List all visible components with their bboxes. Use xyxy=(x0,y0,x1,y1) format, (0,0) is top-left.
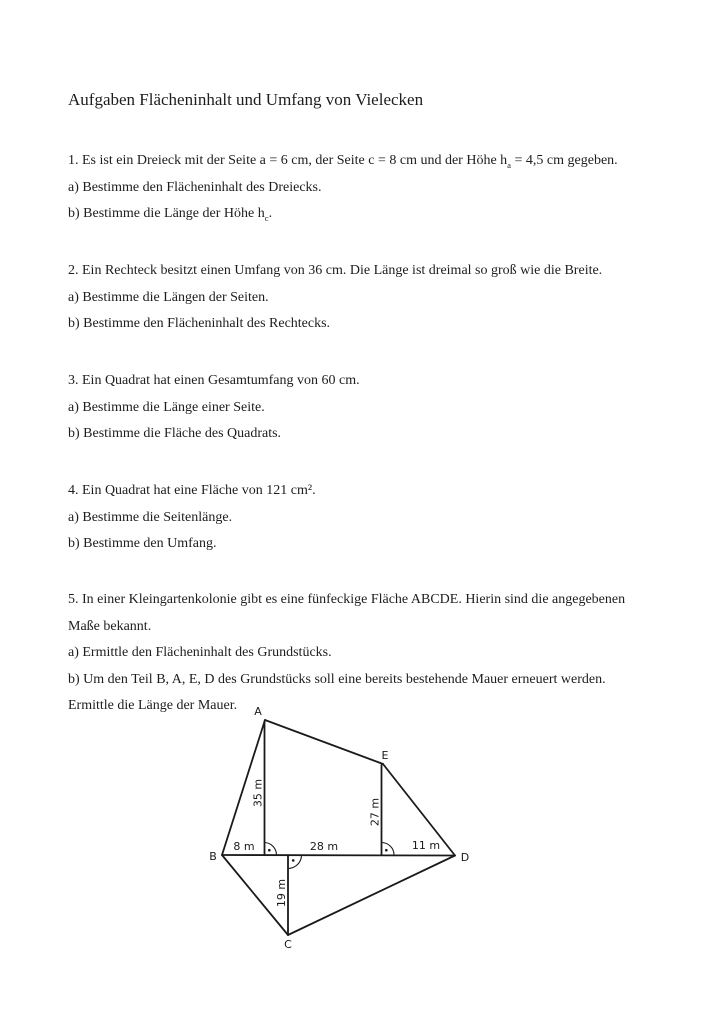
exercise-1 xyxy=(68,148,618,228)
exercise-line: Ermittle die Länge der Mauer. xyxy=(68,698,238,714)
exercise-line: b) Um den Teil B, A, E, D des Grundstücks soll eine bereits bestehende Mauer erneuert werden. xyxy=(68,671,606,687)
measure-label-height-c: 19 m xyxy=(275,878,288,908)
exercise-line: b) Bestimme den Flächeninhalt des Rechtecks. xyxy=(68,316,331,332)
exercise-line: 5. In einer Kleingartenkolonie gibt es eine fünfeckige Fläche ABCDE. Hierin sind die angegebenen xyxy=(68,592,626,607)
pentagon-figure-svg xyxy=(200,700,480,955)
edge-d-c xyxy=(288,856,455,936)
exercise-line: 4. Ein Quadrat hat eine Fläche von 121 cm². xyxy=(68,483,316,498)
measure-label-base-right: 11 m xyxy=(411,839,441,852)
exercise-line: a) Bestimme die Seitenlänge. xyxy=(68,509,233,525)
vertex-label-a: A xyxy=(254,705,262,718)
right-angle-dot-foot-c xyxy=(292,859,295,862)
measure-label-base-middle: 28 m xyxy=(309,840,339,853)
exercise-line: a) Bestimme die Länge einer Seite. xyxy=(68,399,265,415)
right-angle-arc-foot-c xyxy=(288,855,302,869)
exercise-line: 1. Es ist ein Dreieck mit der Seite a = 6 cm, der Seite c = 8 cm und der Höhe $h_a = 4,5$ cm gegeben. xyxy=(68,153,618,170)
exercise-line: Maße bekannt. xyxy=(68,618,152,634)
right-angle-arc-foot-a xyxy=(265,843,277,856)
measure-label-height-e: 27 m xyxy=(368,797,382,827)
right-angle-dot-foot-a xyxy=(268,849,271,852)
exercise-line: b) Bestimme die Fläche des Quadrats. xyxy=(68,426,282,442)
exercise-line: a) Bestimme den Flächeninhalt des Dreiecks. xyxy=(68,179,322,195)
exercise-line: b) Bestimme den Umfang. xyxy=(68,536,217,552)
exercise-2 xyxy=(68,258,602,338)
vertex-label-b: B xyxy=(209,850,217,863)
exercise-line: a) Bestimme die Längen der Seiten. xyxy=(68,289,269,305)
baseline-b-d xyxy=(222,855,455,856)
vertex-label-d: D xyxy=(460,851,470,864)
exercise-3 xyxy=(68,368,360,448)
right-angle-arc-foot-e xyxy=(382,843,395,856)
exercise-line: b) Bestimme die Länge der Höhe $h_c$. xyxy=(68,206,273,223)
page-title: Aufgaben Flächeninhalt und Umfang von Vielecken xyxy=(68,90,424,109)
exercise-line: 3. Ein Quadrat hat einen Gesamtumfang von 60 cm. xyxy=(68,373,360,388)
measure-label-base-left: 8 m xyxy=(233,840,255,853)
vertex-label-e: E xyxy=(381,749,389,762)
measure-label-height-a: 35 m xyxy=(251,778,265,808)
vertex-label-c: C xyxy=(284,938,292,951)
pentagon-figure xyxy=(200,700,480,955)
edge-a-e xyxy=(265,720,383,764)
exercise-4 xyxy=(68,478,316,558)
right-angle-dot-foot-e xyxy=(385,849,388,852)
exercise-line: 2. Ein Rechteck besitzt einen Umfang von 36 cm. Die Länge ist dreimal so groß wie die Breite. xyxy=(68,263,603,278)
exercise-line: a) Ermittle den Flächeninhalt des Grundstücks. xyxy=(68,645,332,661)
